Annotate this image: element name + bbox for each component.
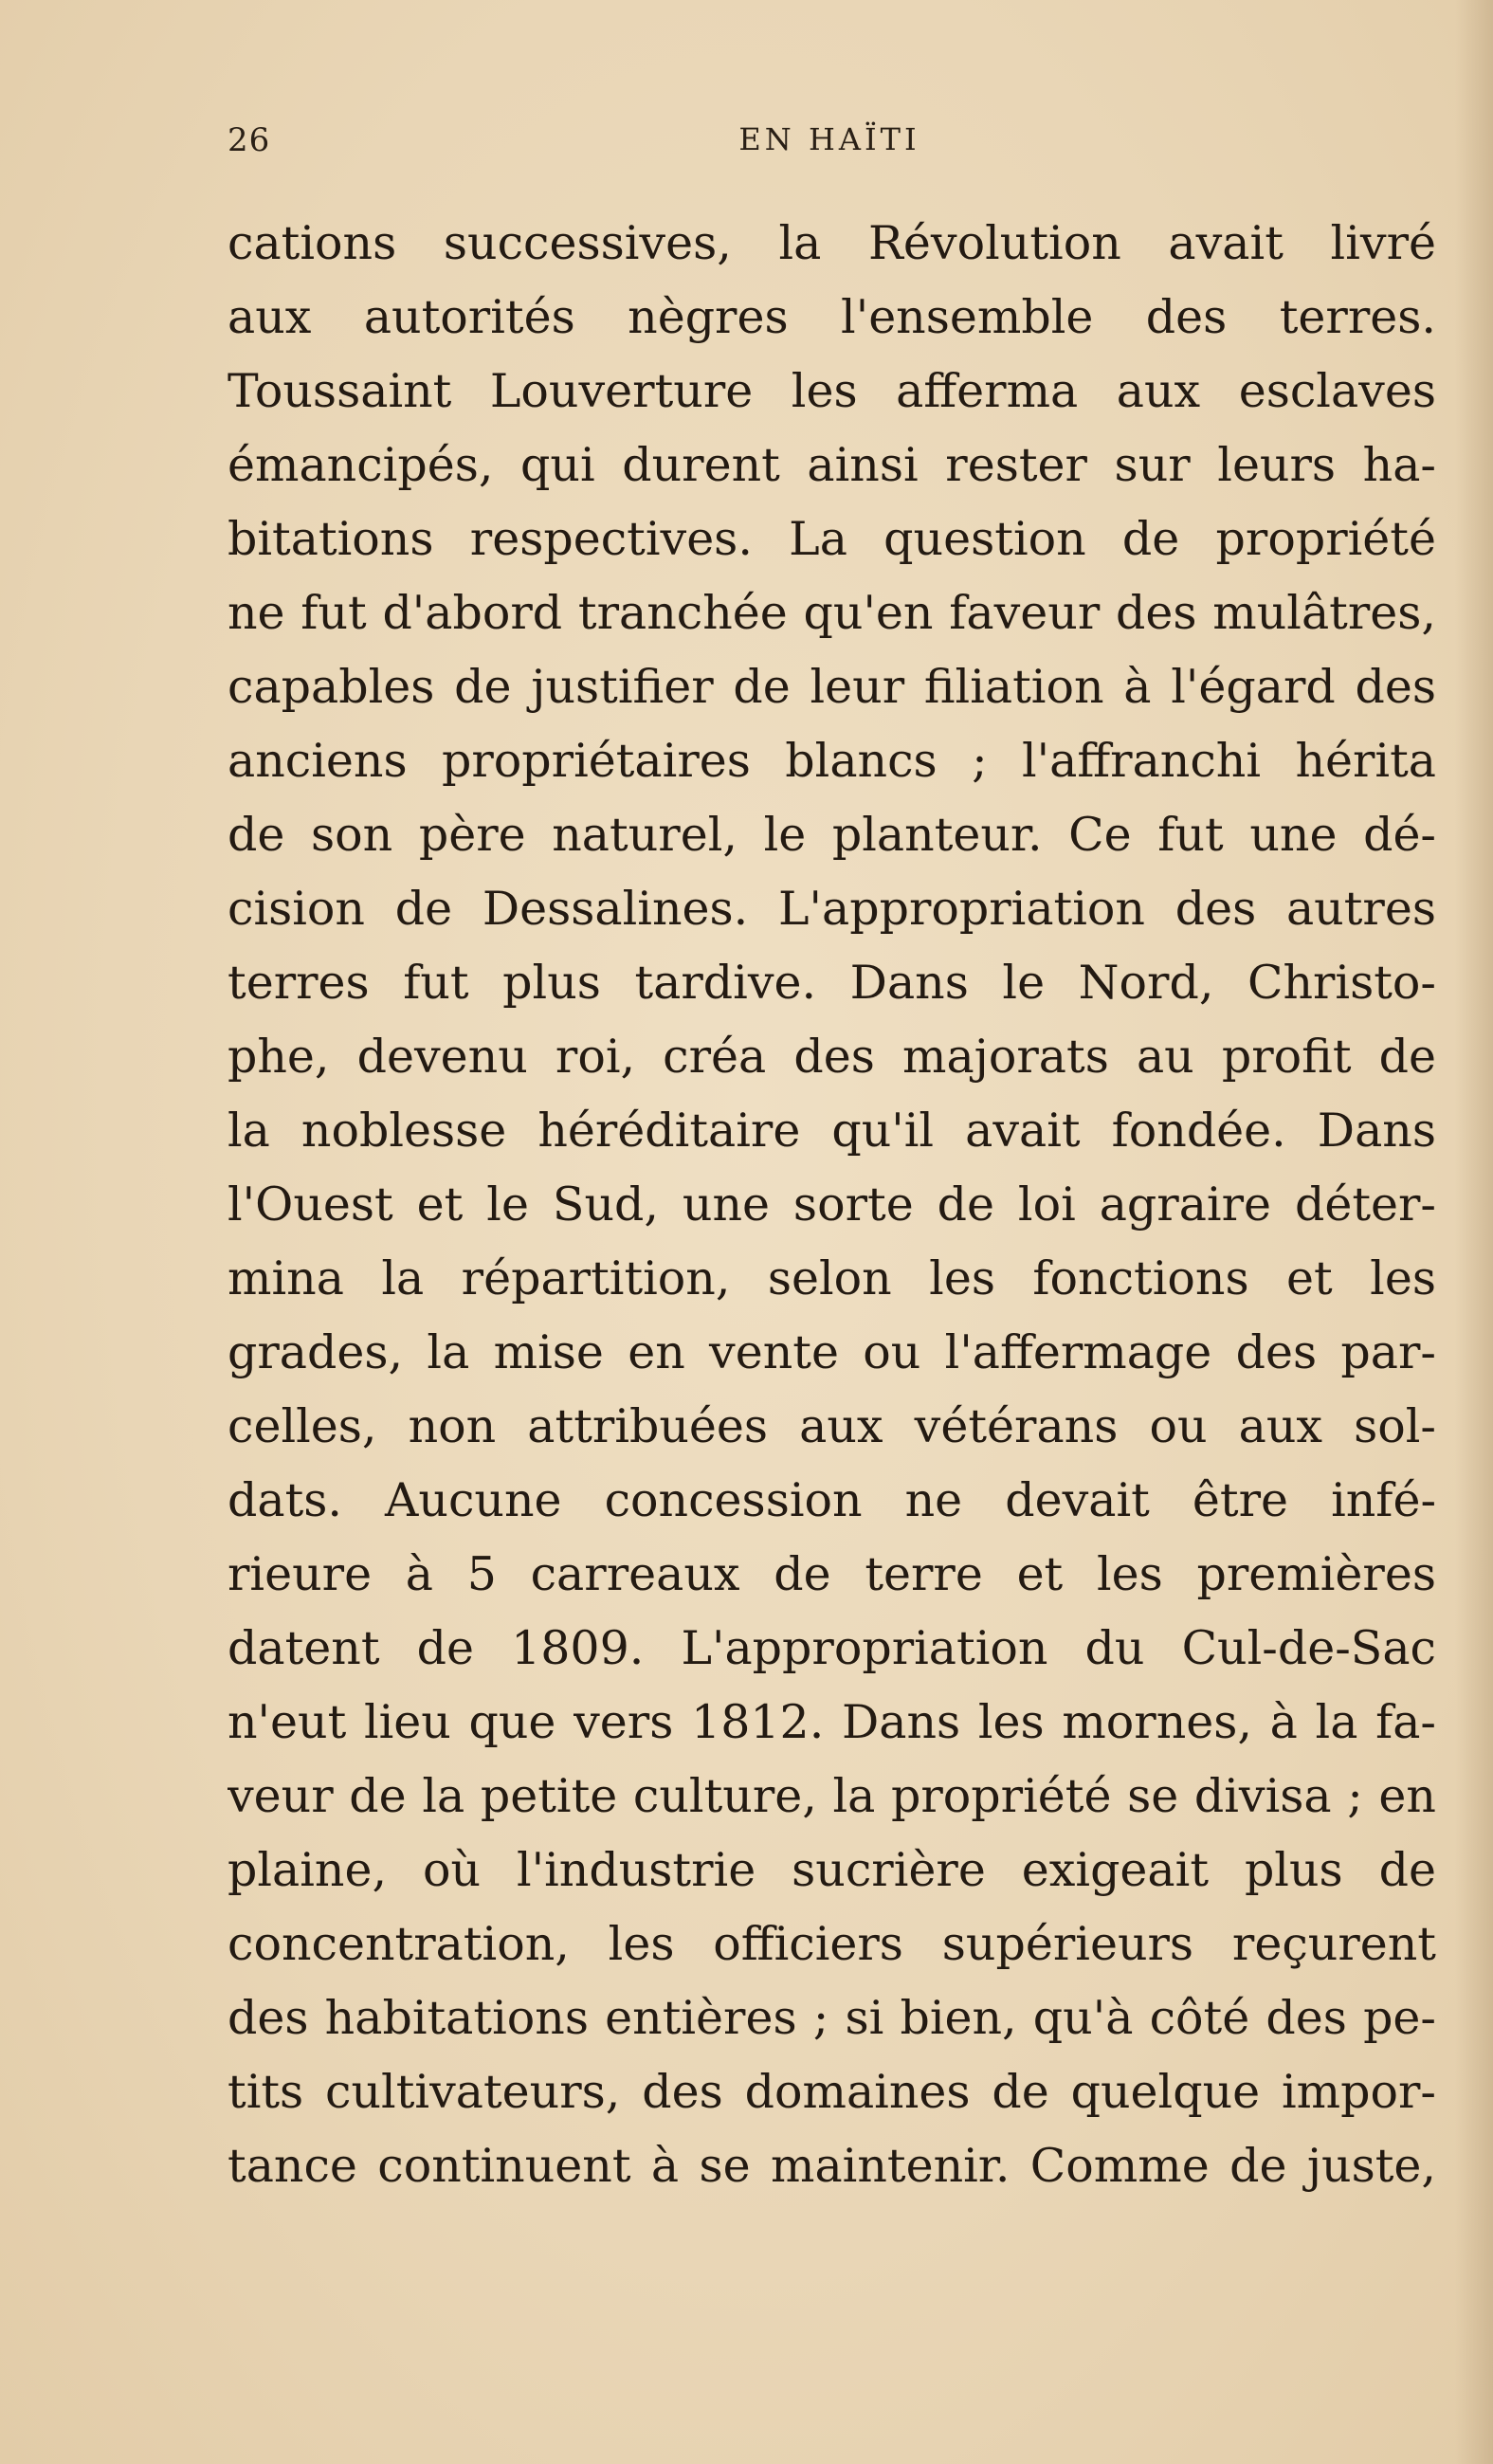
text-line: phe, devenu roi, créa des majorats au profit de <box>228 1030 1436 1084</box>
text-line: celles, non attribuées aux vétérans ou aux sol- <box>228 1399 1436 1453</box>
text-line: grades, la mise en vente ou l'affermage des par- <box>228 1325 1436 1379</box>
text-line: mina la répartition, selon les fonctions et les <box>228 1251 1436 1305</box>
text-line: ne fut d'abord tranchée qu'en faveur des mulâtres, <box>228 586 1436 640</box>
text-line: datent de 1809. L'appropriation du Cul-de-Sac <box>228 1621 1436 1675</box>
running-title: EN HAÏTI <box>738 121 920 157</box>
text-line: émancipés, qui durent ainsi rester sur leurs ha- <box>228 438 1436 492</box>
text-line: tance continuent à se maintenir. Comme de juste, <box>228 2139 1436 2193</box>
page-edge-shadow <box>1455 0 1493 2464</box>
page-header <box>228 121 1436 169</box>
text-line: la noblesse héréditaire qu'il avait fondée. Dans <box>228 1104 1436 1158</box>
page-number: 26 <box>228 121 271 159</box>
text-line: des habitations entières ; si bien, qu'à côté des pe- <box>228 1991 1436 2045</box>
text-line: tits cultivateurs, des domaines de quelque impor- <box>228 2065 1436 2119</box>
text-line: capables de justifier de leur filiation à l'égard des <box>228 660 1436 714</box>
text-line: bitations respectives. La question de propriété <box>228 512 1436 566</box>
text-line: terres fut plus tardive. Dans le Nord, Christo- <box>228 956 1436 1010</box>
text-line: aux autorités nègres l'ensemble des terres. <box>228 290 1436 344</box>
text-line: Toussaint Louverture les afferma aux esclaves <box>228 364 1436 418</box>
body-text <box>228 207 1436 2203</box>
text-line: anciens propriétaires blancs ; l'affranchi hérita <box>228 734 1436 788</box>
text-line: cations successives, la Révolution avait livré <box>228 216 1436 270</box>
text-line: n'eut lieu que vers 1812. Dans les mornes, à la fa- <box>228 1695 1436 1749</box>
text-line: concentration, les officiers supérieurs reçurent <box>228 1917 1436 1971</box>
text-line: rieure à 5 carreaux de terre et les premières <box>228 1547 1436 1601</box>
text-line: plaine, où l'industrie sucrière exigeait plus de <box>228 1843 1436 1897</box>
text-line: l'Ouest et le Sud, une sorte de loi agraire déter- <box>228 1177 1436 1232</box>
text-line: de son père naturel, le planteur. Ce fut une dé- <box>228 808 1436 862</box>
text-line: dats. Aucune concession ne devait être infé- <box>228 1473 1436 1527</box>
text-line: cision de Dessalines. L'appropriation des autres <box>228 882 1436 936</box>
text-line: veur de la petite culture, la propriété se divisa ; en <box>228 1769 1436 1823</box>
